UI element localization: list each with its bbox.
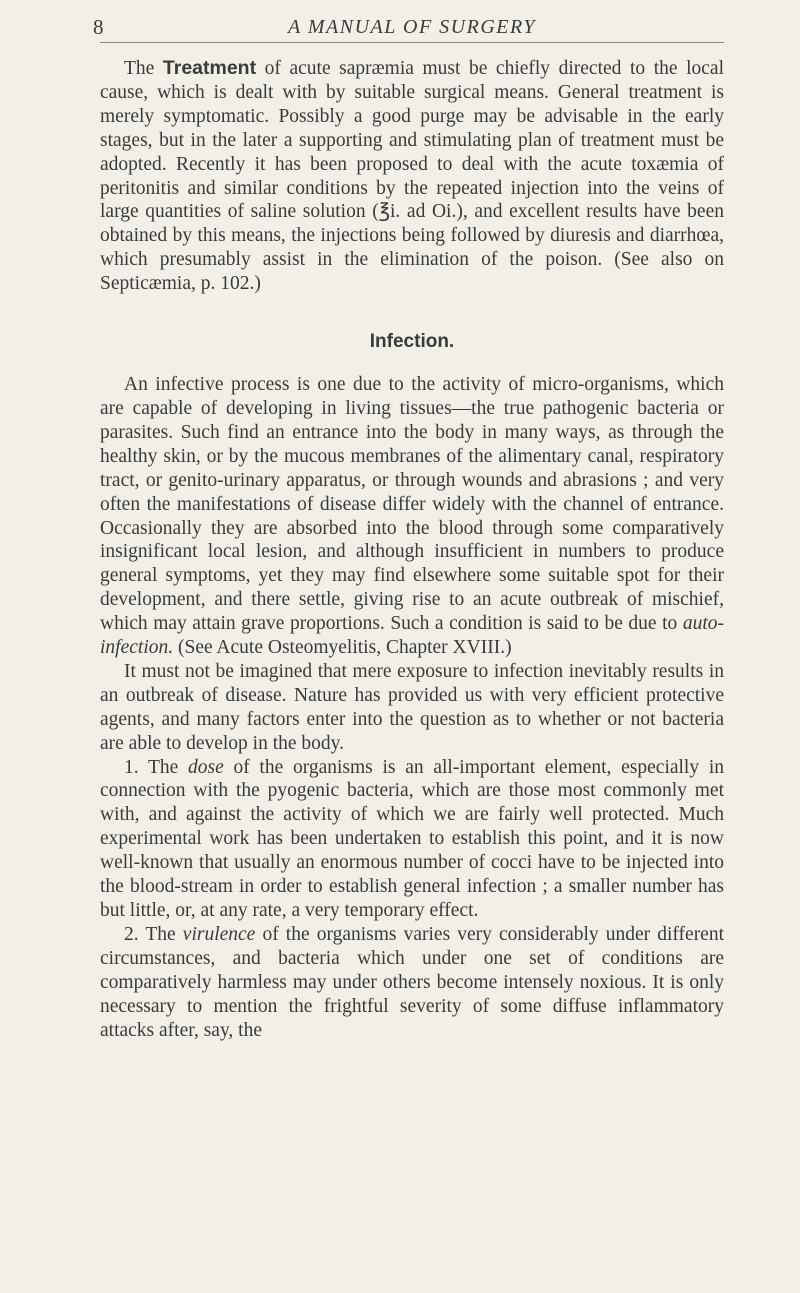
paragraph-dose <box>100 756 724 923</box>
paragraph-infective-process <box>100 373 724 660</box>
paragraph-text: of the organisms varies very considerably under different circumstances, and bacteria which under one set of conditions are comparatively harmless may under others become intensely noxious. It is only necessary to mention the frightful severity of some diffuse inflammatory attacks after, say, the <box>100 923 725 1041</box>
paragraph-virulence <box>100 923 724 1043</box>
paragraph-text: of the organisms is an all-important element, especially in connection with the pyogenic bacteria, which are those most commonly met with, and against the activity of which we are fairly well protected. Much experimental work has been undertaken to establish this point, and it is now well-known that usually an enormous number of cocci have to be injected into the blood-stream in order to establish general infection ; a smaller number has but little, or, at any rate, a very temporary effect. <box>100 756 724 921</box>
paragraph-lead: 1. The <box>124 756 189 778</box>
paragraph-treatment <box>100 57 724 296</box>
term-treatment: Treatment <box>162 57 257 79</box>
term-dose: dose <box>188 756 224 778</box>
paragraph-text: of acute sapræmia must be chiefly directed to the local cause, which is dealt with by suitable surgical means. General treatment is merely symptomatic. Possibly a good purge may be advisable in the early stages, but in the later a supporting and stimulating plan of treatment must be adopted. Recently it has been proposed to deal with the acute toxæmia of peritonitis and similar conditions by the repeated injection into the veins of large quantities of saline solution (℥i. ad Oi.), and excellent results have been obtained by this means, the injections being followed by diuresis and diarrhœa, which presumably assist in the elimination of the poison. (See also on Septicæmia, p. 102.) <box>100 58 724 295</box>
term-auto-infection: auto-infection. <box>100 613 724 659</box>
paragraph-text: An infective process is one due to the activity of micro-organisms, which are capable of developing in living tissues—the true pathogenic bacteria or parasites. Such find an entrance into the body in many ways, as through the healthy skin, or by the mucous membranes of the alimentary canal, respiratory tract, or genito-urinary apparatus, or through wounds and abrasions ; and very often the manifestations of disease differ widely with the channel of entrance. Occasionally they are absorbed into the blood through some comparatively insignificant local lesion, and although insufficient in numbers to produce general symptoms, yet they may find elsewhere some suitable spot for their development, and there settle, giving rise to an acute outbreak of mischief, which may attain grave proportions. Such a condition is said to be due to <box>100 374 724 635</box>
paragraph-text-end: (See Acute Osteomyelitis, Chapter XVIII.) <box>173 637 512 659</box>
paragraph-lead: The <box>124 58 163 79</box>
section-heading-infection: Infection. <box>369 331 455 353</box>
running-head <box>93 12 724 43</box>
page-number: 8 <box>93 15 104 39</box>
paragraph-exposure: It must not be imagined that mere exposure to infection inevitably results in an outbreak of disease. Nature has provided us with very efficient protective agents, and many factors enter into the question as to whether or not bacteria are able to develop in the body. <box>100 660 724 754</box>
paragraph-lead: 2. The <box>124 923 183 945</box>
term-virulence: virulence <box>182 923 256 945</box>
running-title: A MANUAL OF SURGERY <box>288 16 536 38</box>
